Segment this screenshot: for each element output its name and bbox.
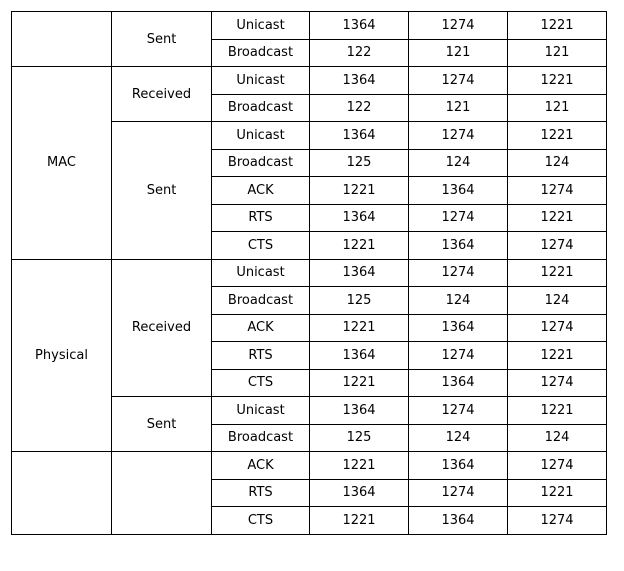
value-cell: 1274 bbox=[409, 479, 508, 507]
value-cell: 1364 bbox=[310, 397, 409, 425]
value-cell: 1364 bbox=[409, 369, 508, 397]
value-cell: 1221 bbox=[310, 369, 409, 397]
layer-cell: Physical bbox=[12, 259, 112, 452]
packet-type-cell: RTS bbox=[212, 342, 310, 370]
value-cell: 121 bbox=[409, 94, 508, 122]
value-cell: 1274 bbox=[508, 232, 607, 260]
value-cell: 1274 bbox=[508, 452, 607, 480]
packet-type-cell: ACK bbox=[212, 177, 310, 205]
value-cell: 1221 bbox=[508, 342, 607, 370]
value-cell: 1364 bbox=[310, 12, 409, 40]
packet-type-cell: Broadcast bbox=[212, 287, 310, 315]
value-cell: 1274 bbox=[409, 259, 508, 287]
packet-type-cell: Broadcast bbox=[212, 424, 310, 452]
table-body bbox=[12, 12, 607, 535]
packet-type-cell: RTS bbox=[212, 204, 310, 232]
value-cell: 121 bbox=[409, 39, 508, 67]
value-cell: 1221 bbox=[310, 314, 409, 342]
table-row bbox=[12, 67, 607, 95]
packet-type-cell: CTS bbox=[212, 232, 310, 260]
packet-type-cell: CTS bbox=[212, 507, 310, 535]
value-cell: 1364 bbox=[310, 479, 409, 507]
packet-type-cell: ACK bbox=[212, 314, 310, 342]
value-cell: 1221 bbox=[508, 479, 607, 507]
value-cell: 1364 bbox=[409, 507, 508, 535]
value-cell: 1221 bbox=[310, 507, 409, 535]
packet-type-cell: Unicast bbox=[212, 259, 310, 287]
packet-type-cell: Unicast bbox=[212, 12, 310, 40]
packet-type-cell: Broadcast bbox=[212, 149, 310, 177]
value-cell: 1221 bbox=[508, 204, 607, 232]
value-cell: 1364 bbox=[310, 67, 409, 95]
value-cell: 1274 bbox=[508, 507, 607, 535]
value-cell: 124 bbox=[508, 424, 607, 452]
packet-type-cell: Broadcast bbox=[212, 94, 310, 122]
value-cell: 125 bbox=[310, 149, 409, 177]
value-cell: 122 bbox=[310, 94, 409, 122]
value-cell: 1364 bbox=[310, 259, 409, 287]
packet-type-cell: ACK bbox=[212, 452, 310, 480]
packet-type-cell: Unicast bbox=[212, 67, 310, 95]
value-cell: 124 bbox=[409, 149, 508, 177]
value-cell: 1221 bbox=[310, 452, 409, 480]
layer-cell bbox=[12, 452, 112, 535]
direction-cell: Sent bbox=[112, 122, 212, 260]
packet-type-cell: Broadcast bbox=[212, 39, 310, 67]
value-cell: 1221 bbox=[310, 177, 409, 205]
value-cell: 1274 bbox=[508, 177, 607, 205]
value-cell: 1274 bbox=[508, 314, 607, 342]
value-cell: 1364 bbox=[310, 342, 409, 370]
value-cell: 1364 bbox=[409, 177, 508, 205]
value-cell: 1274 bbox=[409, 397, 508, 425]
value-cell: 124 bbox=[508, 287, 607, 315]
table-row bbox=[12, 12, 607, 40]
value-cell: 1364 bbox=[409, 452, 508, 480]
layer-cell: MAC bbox=[12, 67, 112, 260]
layer-cell bbox=[12, 12, 112, 67]
value-cell: 121 bbox=[508, 94, 607, 122]
value-cell: 1274 bbox=[508, 369, 607, 397]
value-cell: 1221 bbox=[508, 12, 607, 40]
packet-type-cell: Unicast bbox=[212, 122, 310, 150]
value-cell: 122 bbox=[310, 39, 409, 67]
value-cell: 1221 bbox=[508, 397, 607, 425]
value-cell: 124 bbox=[409, 287, 508, 315]
packet-statistics-table bbox=[11, 11, 607, 535]
value-cell: 1364 bbox=[310, 122, 409, 150]
value-cell: 1221 bbox=[508, 67, 607, 95]
direction-cell bbox=[112, 452, 212, 535]
packet-type-cell: CTS bbox=[212, 369, 310, 397]
value-cell: 121 bbox=[508, 39, 607, 67]
direction-cell: Sent bbox=[112, 397, 212, 452]
value-cell: 1364 bbox=[409, 232, 508, 260]
value-cell: 1364 bbox=[310, 204, 409, 232]
value-cell: 124 bbox=[409, 424, 508, 452]
value-cell: 1364 bbox=[409, 314, 508, 342]
table-row bbox=[12, 259, 607, 287]
value-cell: 1221 bbox=[508, 122, 607, 150]
direction-cell: Received bbox=[112, 67, 212, 122]
value-cell: 125 bbox=[310, 424, 409, 452]
table-row bbox=[12, 452, 607, 480]
value-cell: 1274 bbox=[409, 12, 508, 40]
direction-cell: Received bbox=[112, 259, 212, 397]
value-cell: 125 bbox=[310, 287, 409, 315]
value-cell: 1274 bbox=[409, 342, 508, 370]
packet-type-cell: RTS bbox=[212, 479, 310, 507]
direction-cell: Sent bbox=[112, 12, 212, 67]
value-cell: 1221 bbox=[508, 259, 607, 287]
value-cell: 124 bbox=[508, 149, 607, 177]
value-cell: 1221 bbox=[310, 232, 409, 260]
packet-type-cell: Unicast bbox=[212, 397, 310, 425]
value-cell: 1274 bbox=[409, 67, 508, 95]
value-cell: 1274 bbox=[409, 122, 508, 150]
value-cell: 1274 bbox=[409, 204, 508, 232]
